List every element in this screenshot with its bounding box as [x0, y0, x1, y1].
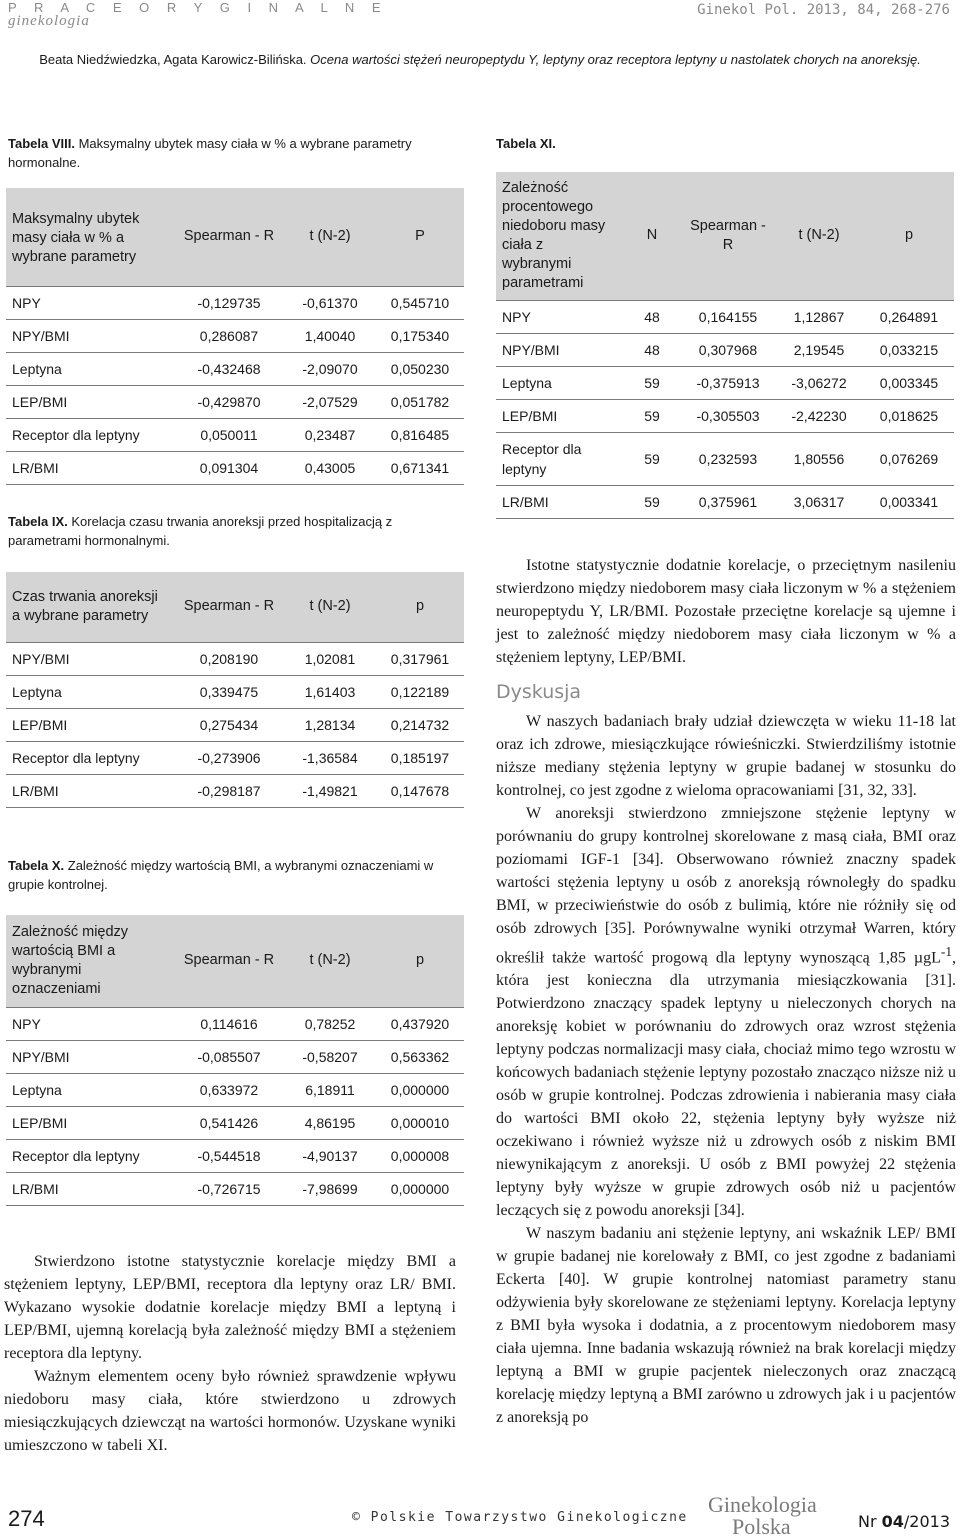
table-cell: 0,437920 — [376, 1007, 464, 1040]
table-cell: 0,671341 — [376, 451, 464, 484]
table-cell: 1,12867 — [774, 300, 864, 333]
table9-caption — [8, 512, 458, 550]
table-cell: -4,90137 — [284, 1139, 376, 1172]
table-cell: 4,86195 — [284, 1106, 376, 1139]
table10 — [6, 915, 464, 1206]
table-cell: Leptyna — [6, 675, 174, 708]
table10-header-cell: Spearman - R — [174, 915, 284, 1007]
table-row — [6, 642, 464, 675]
table11-caption — [496, 134, 556, 153]
table11-header-cell: p — [864, 172, 954, 300]
table8 — [6, 188, 464, 485]
citation: Ginekol Pol. 2013, 84, 268-276 — [697, 2, 950, 18]
superscript: -1 — [940, 944, 952, 959]
issue-prefix: Nr — [857, 1512, 882, 1531]
table-cell: LR/BMI — [6, 774, 174, 807]
table-cell: 0,375961 — [682, 485, 774, 518]
table-cell: 0,147678 — [376, 774, 464, 807]
table-row — [6, 774, 464, 807]
table-cell: -0,298187 — [174, 774, 284, 807]
table-cell: -2,07529 — [284, 385, 376, 418]
paragraph: W naszym badaniu ani stężenie leptyny, ani wskaźnik LEP/ BMI w grupie badanej nie korelowały z BMI, co jest zgodne z badaniami Eckerta [40]. W grupie kontrolnej natomiast parametry stanu odżywienia były skorelowane ze stężeniami leptyny. Korelacja leptyny z BMI była wysoka i dodatnia, a z procentowym niedoborem masy ciała ujemna. Inne badania wskazują również na brak korelacji między leptyną a BMI w grupie pacjentek nieleczonych oraz znaczącą korelację między leptyną a BMI zarówno u zdrowych jak i u pacjentów z anoreksją po — [496, 1225, 956, 1427]
table-cell: -2,09070 — [284, 352, 376, 385]
table-cell: NPY — [6, 286, 174, 319]
table-cell: 48 — [622, 300, 682, 333]
table-cell: LR/BMI — [496, 485, 622, 518]
table-row — [6, 1073, 464, 1106]
table-cell: LR/BMI — [6, 451, 174, 484]
table-cell: -3,06272 — [774, 366, 864, 399]
paragraph-text: , która jest konieczna dla utrzymania miesiączkowania [31]. Potwierdzono znaczący spadek leptyny u nieleczonych chorych na anoreksję kobiet w porównaniu do zdrowych oraz wzrost stężenia leptyny podczas normalizacji masy ciała, chociaż mimo tego wzrostu w końcowych badaniach stężenie leptyny pozostało znacząco niższe niż u osób w grupie kontrolnej. Podczas zdrowienia i nabierania masy ciała do wartości BMI około 22, stężenia leptyny były wyższe niż oczekiwano i również wyższe niż u zdrowych osób z niskim BMI niewynikającym z anoreksji. U osób z BMI powyżej 22 stężenia leptyny były wyższe w grupie zdrowych osób niż u pacjentów leczących się z powodu anoreksji [34]. — [496, 949, 956, 1220]
table-cell: 0,051782 — [376, 385, 464, 418]
table-cell: 0,43005 — [284, 451, 376, 484]
table-row — [6, 418, 464, 451]
table-row — [496, 485, 954, 518]
table8-header-cell: Spearman - R — [174, 188, 284, 286]
table-cell: 0,000000 — [376, 1172, 464, 1205]
article-title: Ocena wartości stężeń neuropeptydu Y, leptyny oraz receptora leptyny u nastolatek chorych na anoreksję. — [310, 52, 921, 67]
table-cell: Receptor dla leptyny — [6, 418, 174, 451]
table-cell: -7,98699 — [284, 1172, 376, 1205]
table-row — [6, 1106, 464, 1139]
table-row — [6, 1172, 464, 1205]
table-cell: NPY/BMI — [6, 319, 174, 352]
table-cell: 59 — [622, 399, 682, 432]
table-cell: 0,122189 — [376, 675, 464, 708]
table-cell: 0,114616 — [174, 1007, 284, 1040]
table-cell: 0,091304 — [174, 451, 284, 484]
table-cell: 1,02081 — [284, 642, 376, 675]
table11 — [496, 172, 954, 519]
section-tag: P R A C E O R Y G I N A L N E — [8, 0, 388, 15]
table-cell: Receptor dla leptyny — [6, 741, 174, 774]
table-cell: 0,018625 — [864, 399, 954, 432]
table-row — [6, 675, 464, 708]
table-cell: 2,19545 — [774, 333, 864, 366]
table-cell: 0,000008 — [376, 1139, 464, 1172]
table8-label: Tabela VIII. — [8, 136, 75, 151]
table-cell: 59 — [622, 485, 682, 518]
table-cell: 0,050230 — [376, 352, 464, 385]
table-cell: NPY/BMI — [6, 642, 174, 675]
table-row — [6, 319, 464, 352]
table-cell: 0,339475 — [174, 675, 284, 708]
page-number: 274 — [8, 1506, 45, 1531]
table9-header-row — [6, 572, 464, 642]
table-cell: 3,06317 — [774, 485, 864, 518]
table-row — [496, 300, 954, 333]
table-row — [6, 352, 464, 385]
table11-header-cell: t (N-2) — [774, 172, 864, 300]
table-cell: NPY — [496, 300, 622, 333]
table-cell: 0,307968 — [682, 333, 774, 366]
running-header — [8, 52, 952, 67]
table-cell: -0,544518 — [174, 1139, 284, 1172]
table-cell: -1,36584 — [284, 741, 376, 774]
table-cell: 0,78252 — [284, 1007, 376, 1040]
table11-header-cell: Spearman - R — [682, 172, 774, 300]
table-row — [6, 286, 464, 319]
table-cell: 1,40040 — [284, 319, 376, 352]
issue-year: /2013 — [903, 1512, 950, 1531]
table-cell: -2,42230 — [774, 399, 864, 432]
table-cell: 0,000000 — [376, 1073, 464, 1106]
table-cell: -0,273906 — [174, 741, 284, 774]
table-cell: 1,28134 — [284, 708, 376, 741]
table-row — [6, 741, 464, 774]
table-cell: -0,429870 — [174, 385, 284, 418]
table-cell: 59 — [622, 366, 682, 399]
table-cell: 6,18911 — [284, 1073, 376, 1106]
table-cell: -0,432468 — [174, 352, 284, 385]
table-cell: 48 — [622, 333, 682, 366]
logo-line: Ginekologia — [708, 1492, 817, 1517]
table-cell: 0,003345 — [864, 366, 954, 399]
table-cell: 0,563362 — [376, 1040, 464, 1073]
table-cell: 0,317961 — [376, 642, 464, 675]
table9-header-cell: Spearman - R — [174, 572, 284, 642]
table11-header-cell: N — [622, 172, 682, 300]
table-cell: LEP/BMI — [6, 385, 174, 418]
table-cell: -0,58207 — [284, 1040, 376, 1073]
table-cell: 0,545710 — [376, 286, 464, 319]
table-cell: 0,214732 — [376, 708, 464, 741]
paragraph: Stwierdzono istotne statystycznie korelacje między BMI a stężeniem leptyny, LEP/BMI, receptora dla leptyny oraz LR/ BMI. Wykazano wysokie dodatnie korelacje między BMI a leptyną i LEP/BMI, ujemną korelacją była zależność między BMI a stężeniem receptora dla leptyny. — [4, 1253, 456, 1362]
table8-caption-text: Maksymalny ubytek masy ciała w % a wybrane parametry hormonalne. — [8, 136, 412, 170]
paragraph: Ważnym elementem oceny było również sprawdzenie wpływu niedoboru masy ciała, które stwierdzono u zdrowych miesiączkujących dziewcząt na wartości hormonów. Uzyskane wyniki umieszczono w tabeli XI. — [4, 1368, 456, 1454]
table-cell: Receptor dla leptyny — [6, 1139, 174, 1172]
issue-num: 04 — [881, 1512, 904, 1531]
table-cell: -0,61370 — [284, 286, 376, 319]
table-cell: 0,541426 — [174, 1106, 284, 1139]
paragraph: W naszych badaniach brały udział dziewczęta w wieku 11-18 lat oraz ich zdrowe, miesiączkujące rówieśniczki. Stwierdziliśmy istotnie niższe mediany stężenia leptyny w grupie badanej w stosunku do kontrolnej, co jest zgodne z wieloma opracowaniami [31, 32, 33]. — [496, 713, 956, 799]
table10-caption — [8, 856, 458, 894]
table8-caption — [8, 134, 458, 172]
table-cell: 0,003341 — [864, 485, 954, 518]
table-cell: 1,80556 — [774, 432, 864, 485]
authors: Beata Niedźwiedzka, Agata Karowicz-Bilińska. — [39, 52, 307, 67]
table11-header-row — [496, 172, 954, 300]
table-cell: 0,076269 — [864, 432, 954, 485]
table-cell: 0,000010 — [376, 1106, 464, 1139]
table8-header-cell: Maksymalny ubytek masy ciała w % a wybrane parametry — [6, 188, 174, 286]
table9-label: Tabela IX. — [8, 514, 68, 529]
table-row — [6, 385, 464, 418]
table-row — [6, 708, 464, 741]
table-cell: -0,129735 — [174, 286, 284, 319]
paragraph-text: W anoreksji stwierdzono zmniejszone stężenie leptyny w porównaniu do grupy kontrolnej skorelowane z masą ciała, BMI oraz poziomami IGF-1 [34]. Obserwowano również znaczny spadek wartości stężenia leptyny u osób z anoreksją równoległy do spadku BMI, w przeciwieństwie do osób z bulimią, które nie różniły się od osób zdrowych [35]. Porównywalne wyniki otrzymał Warren, który określił także wartość progową dla leptyny wynoszącą 1,85 µgL — [496, 805, 956, 967]
table-cell: 0,264891 — [864, 300, 954, 333]
logo-line: Polska — [732, 1514, 791, 1539]
table-cell: Leptyna — [496, 366, 622, 399]
table-cell: 0,175340 — [376, 319, 464, 352]
table8-header-cell: P — [376, 188, 464, 286]
left-column-text — [4, 1250, 456, 1457]
section-heading: Dyskusja — [496, 681, 582, 703]
table-cell: LEP/BMI — [6, 1106, 174, 1139]
table10-caption-text: Zależność między wartością BMI, a wybranymi oznaczeniami w grupie kontrolnej. — [8, 858, 434, 892]
table-cell: -0,375913 — [682, 366, 774, 399]
table-cell: NPY/BMI — [6, 1040, 174, 1073]
table10-header-cell: p — [376, 915, 464, 1007]
table-cell: 0,286087 — [174, 319, 284, 352]
issue-number — [858, 1512, 950, 1531]
table-cell: Receptor dla leptyny — [496, 432, 622, 485]
table-row — [496, 333, 954, 366]
table-cell: LEP/BMI — [496, 399, 622, 432]
table9 — [6, 572, 464, 808]
table-cell: Leptyna — [6, 1073, 174, 1106]
table-row — [496, 432, 954, 485]
table-row — [496, 399, 954, 432]
table-cell: -0,726715 — [174, 1172, 284, 1205]
table-row — [6, 1040, 464, 1073]
table-cell: LR/BMI — [6, 1172, 174, 1205]
table-cell: 0,633972 — [174, 1073, 284, 1106]
table9-header-cell: p — [376, 572, 464, 642]
table-cell: NPY/BMI — [496, 333, 622, 366]
table9-caption-text: Korelacja czasu trwania anoreksji przed hospitalizacją z parametrami hormonalnymi. — [8, 514, 393, 548]
table-row — [496, 366, 954, 399]
table-cell: -1,49821 — [284, 774, 376, 807]
table-cell: 0,232593 — [682, 432, 774, 485]
table10-header-cell: Zależność między wartością BMI a wybranymi oznaczeniami — [6, 915, 174, 1007]
journal-logo — [708, 1494, 817, 1538]
table-cell: -0,305503 — [682, 399, 774, 432]
table-cell: 0,816485 — [376, 418, 464, 451]
table11-header-cell: Zależność procentowego niedoboru masy ciała z wybranymi parametrami — [496, 172, 622, 300]
table10-label: Tabela X. — [8, 858, 65, 873]
table11-label: Tabela XI. — [496, 136, 556, 151]
table9-header-cell: Czas trwania anoreksji a wybrane parametry — [6, 572, 174, 642]
table-cell: 0,23487 — [284, 418, 376, 451]
table10-header-cell: t (N-2) — [284, 915, 376, 1007]
table8-header-cell: t (N-2) — [284, 188, 376, 286]
table-cell: 0,050011 — [174, 418, 284, 451]
table-row — [6, 1007, 464, 1040]
table-cell: 0,033215 — [864, 333, 954, 366]
table-cell: 0,185197 — [376, 741, 464, 774]
table9-header-cell: t (N-2) — [284, 572, 376, 642]
table-cell: 59 — [622, 432, 682, 485]
right-column-text — [496, 554, 956, 1429]
table-cell: 0,275434 — [174, 708, 284, 741]
table-cell: 0,164155 — [682, 300, 774, 333]
table-cell: NPY — [6, 1007, 174, 1040]
copyright: © Polskie Towarzystwo Ginekologiczne — [352, 1510, 688, 1525]
table-cell: 1,61403 — [284, 675, 376, 708]
table-cell: 0,208190 — [174, 642, 284, 675]
table10-header-row — [6, 915, 464, 1007]
table8-header-row — [6, 188, 464, 286]
table-row — [6, 451, 464, 484]
paragraph: Istotne statystycznie dodatnie korelacje, o przeciętnym nasileniu stwierdzono między niedoborem masy ciała liczonym w % a stężeniem neuropeptydu Y, LR/BMI. Pozostałe przeciętne korelacje są ujemne i jest to zależność między niedoborem masy ciała liczonym w % a stężeniem leptyny, LEP/BMI. — [496, 557, 956, 666]
table-row — [6, 1139, 464, 1172]
table-cell: -0,085507 — [174, 1040, 284, 1073]
table-cell: Leptyna — [6, 352, 174, 385]
paragraph — [496, 802, 956, 1222]
journal-name: ginekologia — [8, 13, 90, 29]
table-cell: LEP/BMI — [6, 708, 174, 741]
